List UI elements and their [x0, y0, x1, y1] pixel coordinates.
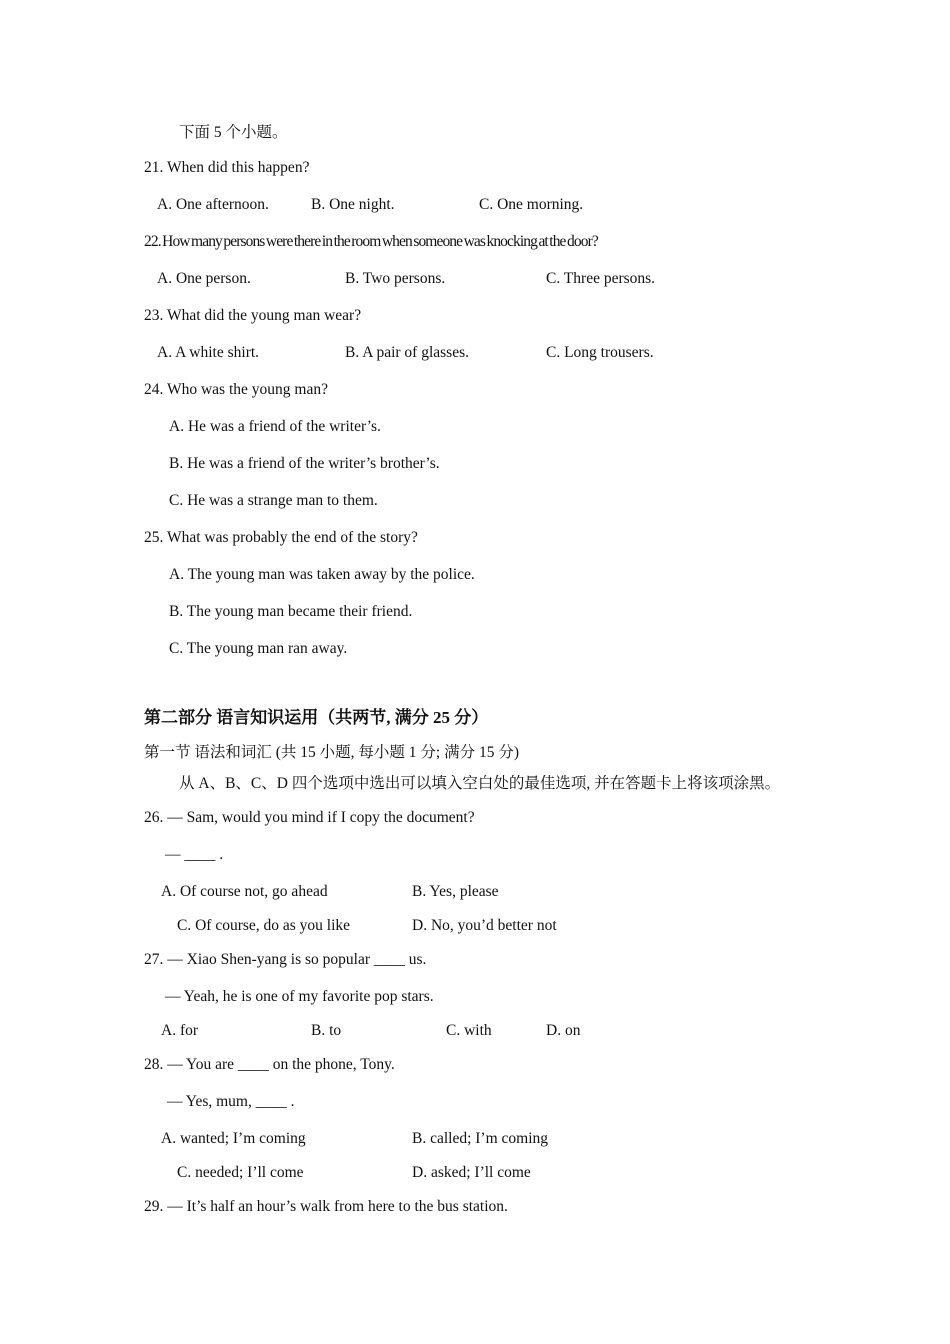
question-21-option-a: A. One afternoon. — [157, 196, 269, 213]
question-22-option-c: C. Three persons. — [546, 270, 656, 287]
question-23-option-b: B. A pair of glasses. — [345, 344, 469, 361]
question-26-option-d: D. No, you’d better not — [412, 917, 557, 934]
question-21-stem: 21. When did this happen? — [144, 159, 310, 176]
section-one-heading: 第一节 语法和词汇 (共 15 小题, 每小题 1 分; 满分 15 分) — [144, 744, 520, 761]
question-28-option-a: A. wanted; I’m coming — [161, 1130, 306, 1147]
question-28-line1: 28. — You are ____ on the phone, Tony. — [144, 1056, 395, 1073]
question-27-option-c: C. with — [446, 1022, 492, 1039]
question-25-option-b: B. The young man became their friend. — [169, 603, 413, 620]
question-22-stem: 22. How many persons were there in the room when someone was knocking at the door? — [144, 233, 598, 250]
part-two-heading: 第二部分 语言知识运用（共两节, 满分 25 分） — [144, 708, 489, 727]
question-28-option-d: D. asked; I’ll come — [412, 1164, 531, 1181]
question-23-option-a: A. A white shirt. — [157, 344, 260, 361]
question-27-line2: — Yeah, he is one of my favorite pop stars. — [165, 988, 434, 1005]
question-25-option-c: C. The young man ran away. — [169, 640, 348, 657]
question-27-option-b: B. to — [311, 1022, 342, 1039]
question-24-option-c: C. He was a strange man to them. — [169, 492, 378, 509]
question-22-option-b: B. Two persons. — [345, 270, 446, 287]
section-one-instructions: 从 A、B、C、D 四个选项中选出可以填入空白处的最佳选项, 并在答题卡上将该项涂黑。 — [179, 775, 781, 792]
question-28-option-c: C. needed; I’ll come — [177, 1164, 304, 1181]
question-26-option-c: C. Of course, do as you like — [177, 917, 351, 934]
question-27-line1: 27. — Xiao Shen-yang is so popular ____ us. — [144, 951, 427, 968]
question-27-option-a: A. for — [161, 1022, 199, 1039]
question-25-stem: 25. What was probably the end of the story? — [144, 529, 418, 546]
question-29-line1: 29. — It’s half an hour’s walk from here to the bus station. — [144, 1198, 508, 1215]
question-21-option-b: B. One night. — [311, 196, 395, 213]
question-23-option-c: C. Long trousers. — [546, 344, 654, 361]
question-27-option-d: D. on — [546, 1022, 581, 1039]
question-26-line1: 26. — Sam, would you mind if I copy the document? — [144, 809, 475, 826]
question-22-option-a: A. One person. — [157, 270, 251, 287]
question-24-stem: 24. Who was the young man? — [144, 381, 328, 398]
question-24-option-b: B. He was a friend of the writer’s brother’s. — [169, 455, 440, 472]
question-25-option-a: A. The young man was taken away by the police. — [169, 566, 475, 583]
question-28-line2: — Yes, mum, ____ . — [167, 1093, 295, 1110]
reading-intro: 下面 5 个小题。 — [179, 124, 288, 141]
question-26-option-b: B. Yes, please — [412, 883, 499, 900]
question-24-option-a: A. He was a friend of the writer’s. — [169, 418, 381, 435]
question-26-line2: — ____ . — [165, 846, 224, 863]
question-28-option-b: B. called; I’m coming — [412, 1130, 549, 1147]
question-26-option-a: A. Of course not, go ahead — [161, 883, 328, 900]
question-21-option-c: C. One morning. — [479, 196, 584, 213]
question-23-stem: 23. What did the young man wear? — [144, 307, 362, 324]
